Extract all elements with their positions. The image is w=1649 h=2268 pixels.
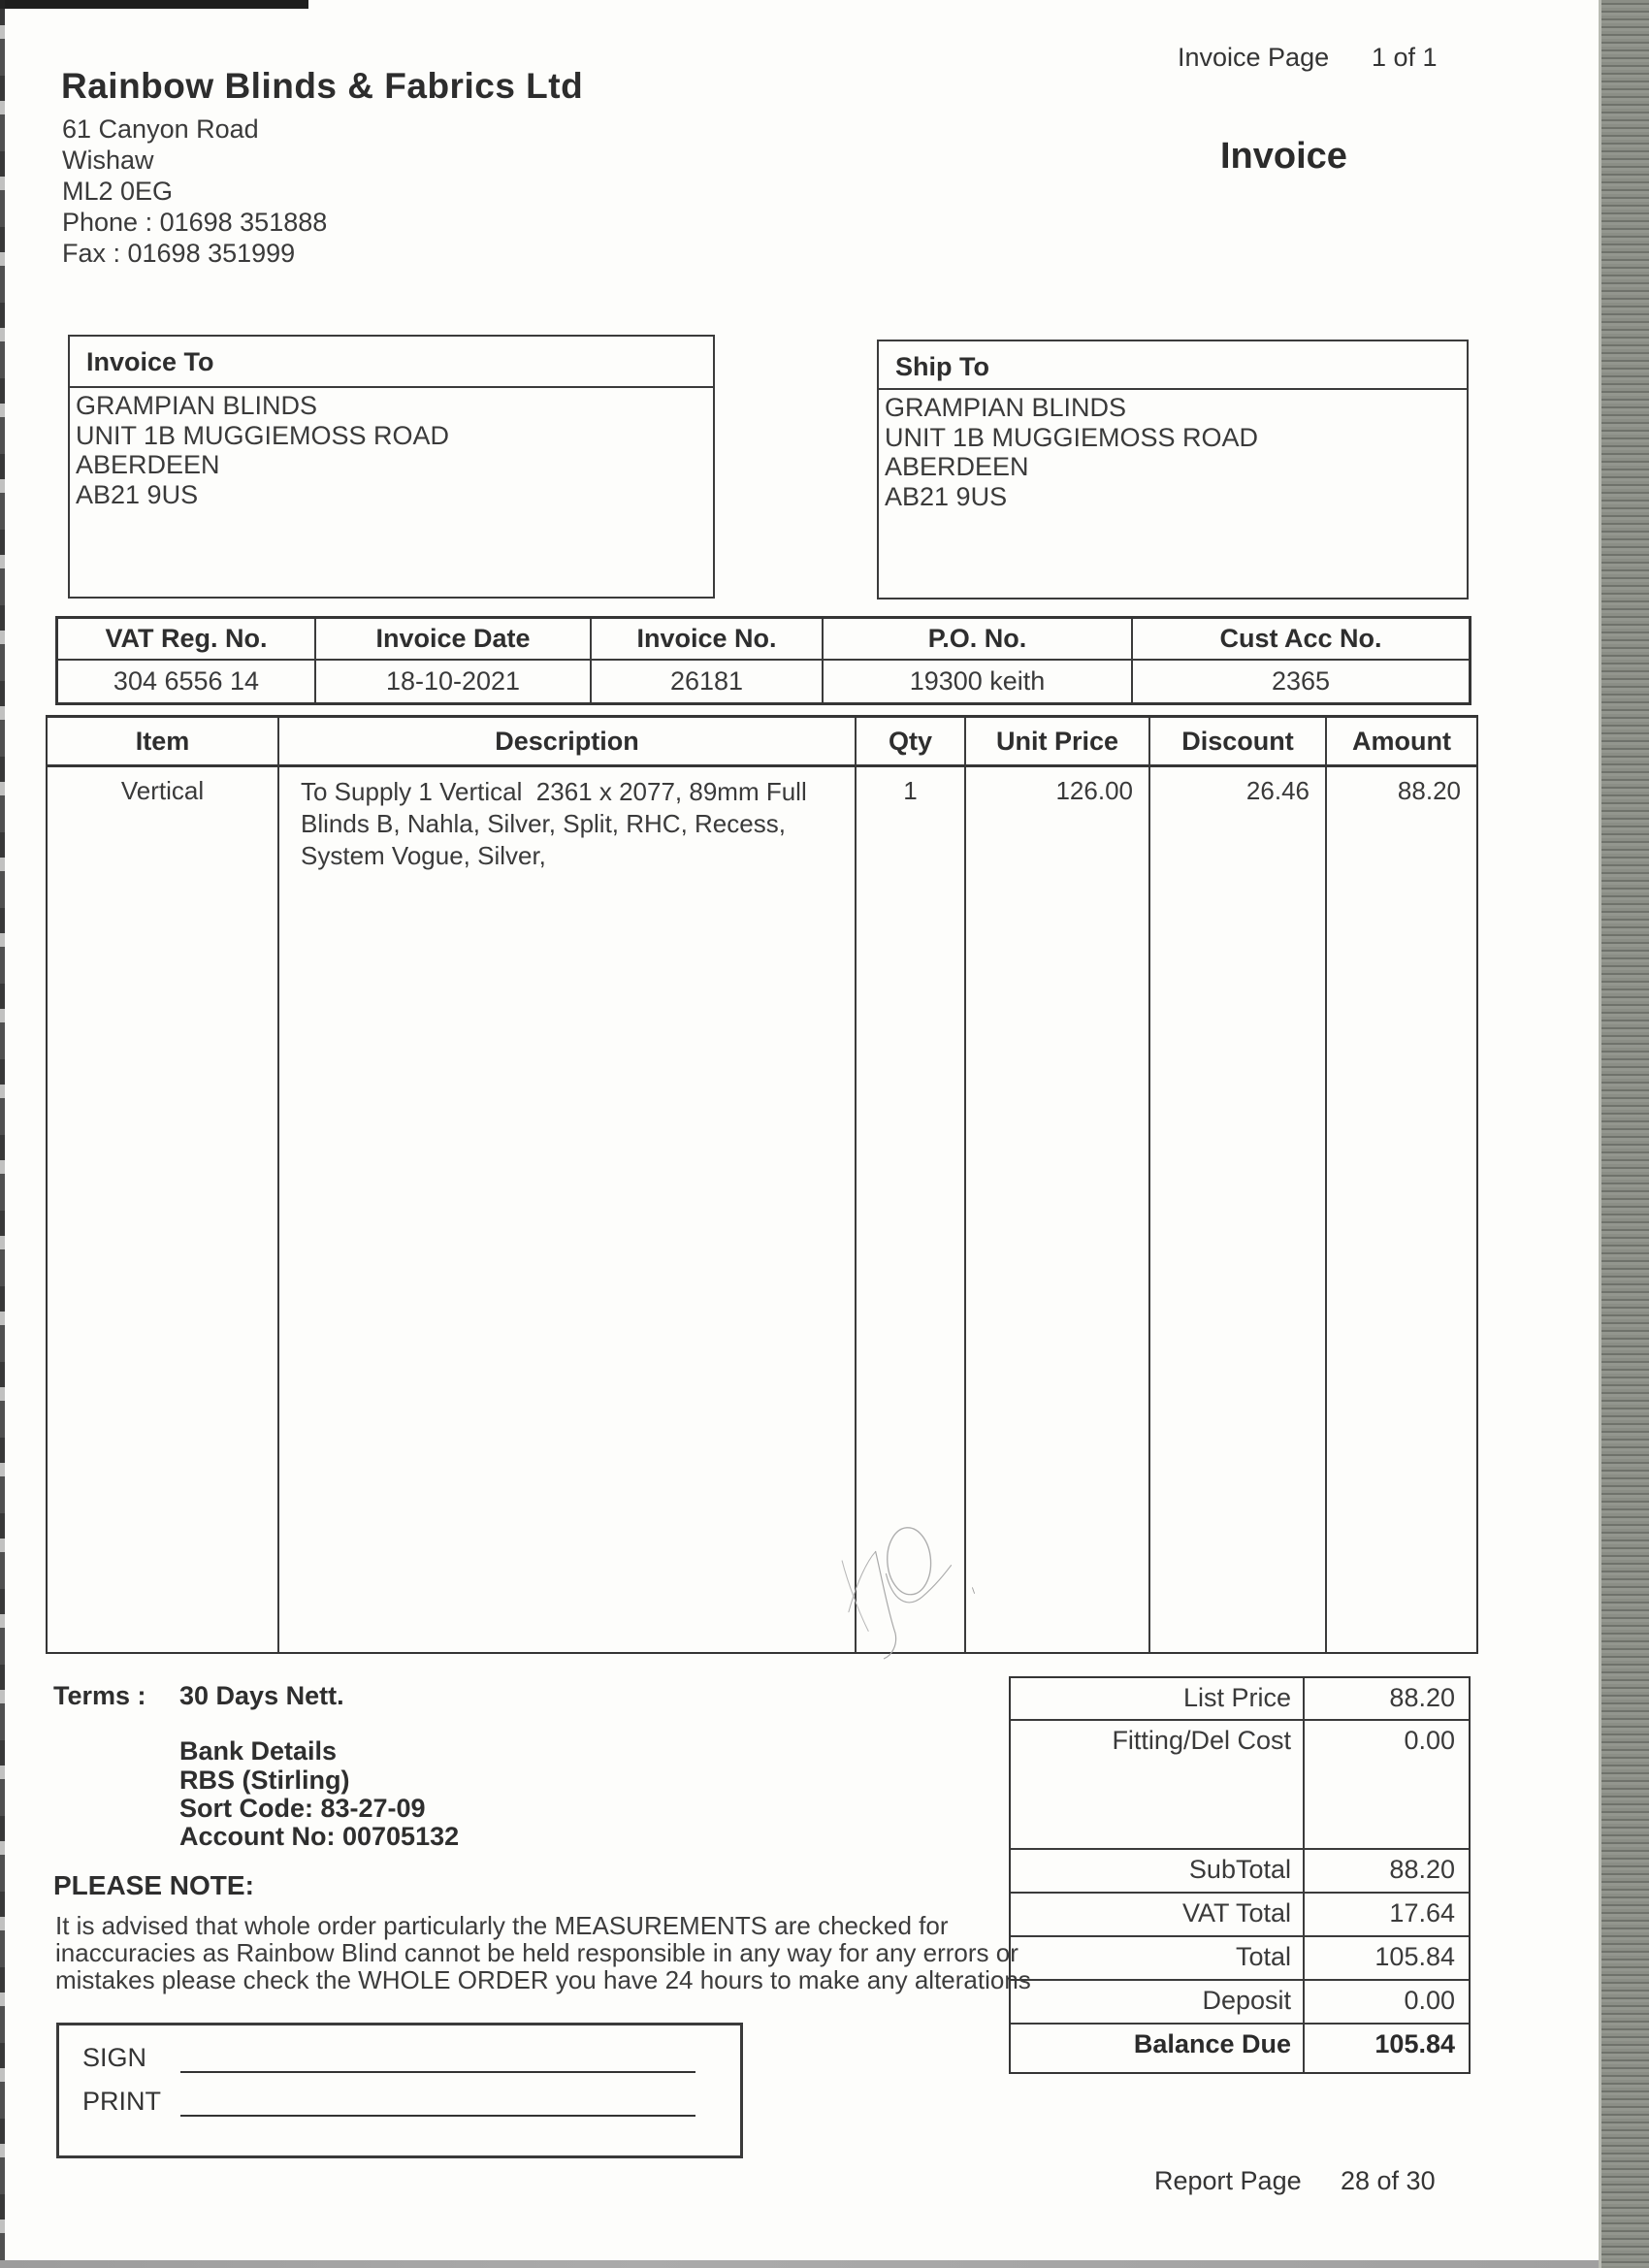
meta-header-invoice-no: Invoice No.: [592, 619, 824, 661]
note-line: inaccuracies as Rainbow Blind cannot be held responsible in any way for any errors or: [55, 1938, 1018, 1967]
items-header-item: Item: [48, 718, 279, 767]
total-value-fitting-del-cost: 0.00: [1305, 1721, 1469, 1850]
total-value-vat-total: 17.64: [1305, 1894, 1469, 1937]
bank-name: RBS (Stirling): [179, 1766, 350, 1795]
total-label-list-price: List Price: [1011, 1678, 1305, 1721]
total-value-subtotal: 88.20: [1305, 1850, 1469, 1894]
total-value-total: 105.84: [1305, 1937, 1469, 1981]
report-page-value: 28 of 30: [1341, 2166, 1436, 2195]
signature-box: [56, 2023, 743, 2158]
invoice-meta-table: [55, 616, 1471, 705]
items-header-description: Description: [279, 718, 857, 767]
meta-value-invoice-no: 26181: [592, 661, 824, 702]
bank-sort-code: Sort Code: 83-27-09: [179, 1794, 426, 1823]
total-label-vat-total: VAT Total: [1011, 1894, 1305, 1937]
invoice-to-title: Invoice To: [86, 347, 214, 376]
company-address-line: ML2 0EG: [62, 177, 174, 206]
item-cell-amount: 88.20: [1397, 776, 1461, 805]
terms-label: Terms :: [53, 1681, 146, 1710]
bank-details-heading: Bank Details: [179, 1736, 338, 1766]
note-line: It is advised that whole order particularly the MEASUREMENTS are checked for: [55, 1911, 949, 1940]
scanner-top-edge-artifact: [0, 0, 308, 9]
description-line: Blinds B, Nahla, Silver, Split, RHC, Recess,: [301, 809, 786, 838]
scanner-left-edge-artifact: [0, 0, 5, 2268]
ship-to-line: GRAMPIAN BLINDS: [885, 393, 1127, 422]
please-note-heading: PLEASE NOTE:: [53, 1870, 254, 1900]
bank-account-no: Account No: 00705132: [179, 1822, 460, 1851]
scanner-bottom-edge-artifact: [0, 2260, 1599, 2268]
items-header-unit-price: Unit Price: [966, 718, 1150, 767]
company-phone: Phone : 01698 351888: [62, 208, 328, 237]
print-label: PRINT: [82, 2087, 161, 2116]
item-cell-unit-price: 126.00: [966, 767, 1150, 1652]
ship-to-line: ABERDEEN: [885, 452, 1029, 481]
sign-signature-line: [180, 2071, 695, 2073]
invoice-to-line: AB21 9US: [76, 479, 199, 509]
total-value-list-price: 88.20: [1305, 1678, 1469, 1721]
company-address-line: 61 Canyon Road: [62, 114, 259, 144]
line-items-table: [46, 715, 1478, 1654]
items-header-qty: Qty: [857, 718, 966, 767]
meta-value-vat-reg: 304 6556 14: [58, 661, 316, 702]
invoice-to-line: GRAMPIAN BLINDS: [76, 391, 318, 420]
company-address-line: Wishaw: [62, 146, 154, 175]
sign-label: SIGN: [82, 2043, 147, 2072]
total-label-total: Total: [1011, 1937, 1305, 1981]
company-name: Rainbow Blinds & Fabrics Ltd: [61, 66, 584, 106]
description-line: System Vogue, Silver,: [301, 841, 546, 870]
meta-header-po-no: P.O. No.: [824, 619, 1133, 661]
meta-value-cust-acc: 2365: [1271, 666, 1331, 696]
item-cell-qty: 1: [857, 767, 966, 1652]
invoice-page-value: 1 of 1: [1372, 43, 1438, 72]
meta-header-vat-reg: VAT Reg. No.: [58, 619, 316, 661]
ship-to-title: Ship To: [895, 352, 989, 381]
invoice-to-box: [68, 335, 715, 599]
items-header-discount: Discount: [1150, 718, 1327, 767]
total-label-deposit: Deposit: [1011, 1981, 1305, 2025]
meta-value-invoice-date: 18-10-2021: [316, 661, 592, 702]
invoice-to-line: UNIT 1B MUGGIEMOSS ROAD: [76, 420, 450, 450]
item-cell-description: [279, 767, 857, 1652]
description-line: To Supply 1 Vertical 2361 x 2077, 89mm Full: [301, 777, 807, 806]
item-cell-item: Vertical: [48, 767, 279, 1652]
company-fax: Fax : 01698 351999: [62, 239, 296, 268]
note-line: mistakes please check the WHOLE ORDER you have 24 hours to make any alterations: [55, 1965, 1031, 1994]
total-label-subtotal: SubTotal: [1011, 1850, 1305, 1894]
print-signature-line: [180, 2115, 695, 2117]
item-cell-discount: 26.46: [1150, 767, 1327, 1652]
meta-value-po-no: 19300 keith: [824, 661, 1133, 702]
scanner-right-band-artifact: [1599, 0, 1649, 2268]
total-label-fitting-del-cost: Fitting/Del Cost: [1011, 1721, 1305, 1850]
terms-value: 30 Days Nett.: [179, 1681, 344, 1710]
invoice-page-label: Invoice Page: [1178, 43, 1330, 72]
ship-to-line: UNIT 1B MUGGIEMOSS ROAD: [885, 422, 1259, 452]
total-value-balance-due: 105.84: [1374, 2029, 1455, 2058]
invoice-to-line: ABERDEEN: [76, 450, 220, 479]
ship-to-line: AB21 9US: [885, 481, 1008, 511]
report-page-label: Report Page: [1154, 2166, 1302, 2195]
meta-header-cust-acc: Cust Acc No.: [1133, 619, 1469, 661]
total-label-balance-due: Balance Due: [1011, 2025, 1305, 2072]
meta-header-invoice-date: Invoice Date: [316, 619, 592, 661]
totals-box: [1009, 1676, 1471, 2074]
document-title: Invoice: [1220, 136, 1347, 177]
total-value-deposit: 0.00: [1305, 1981, 1469, 2025]
ship-to-box: [877, 340, 1469, 599]
items-header-amount: Amount: [1327, 718, 1476, 767]
